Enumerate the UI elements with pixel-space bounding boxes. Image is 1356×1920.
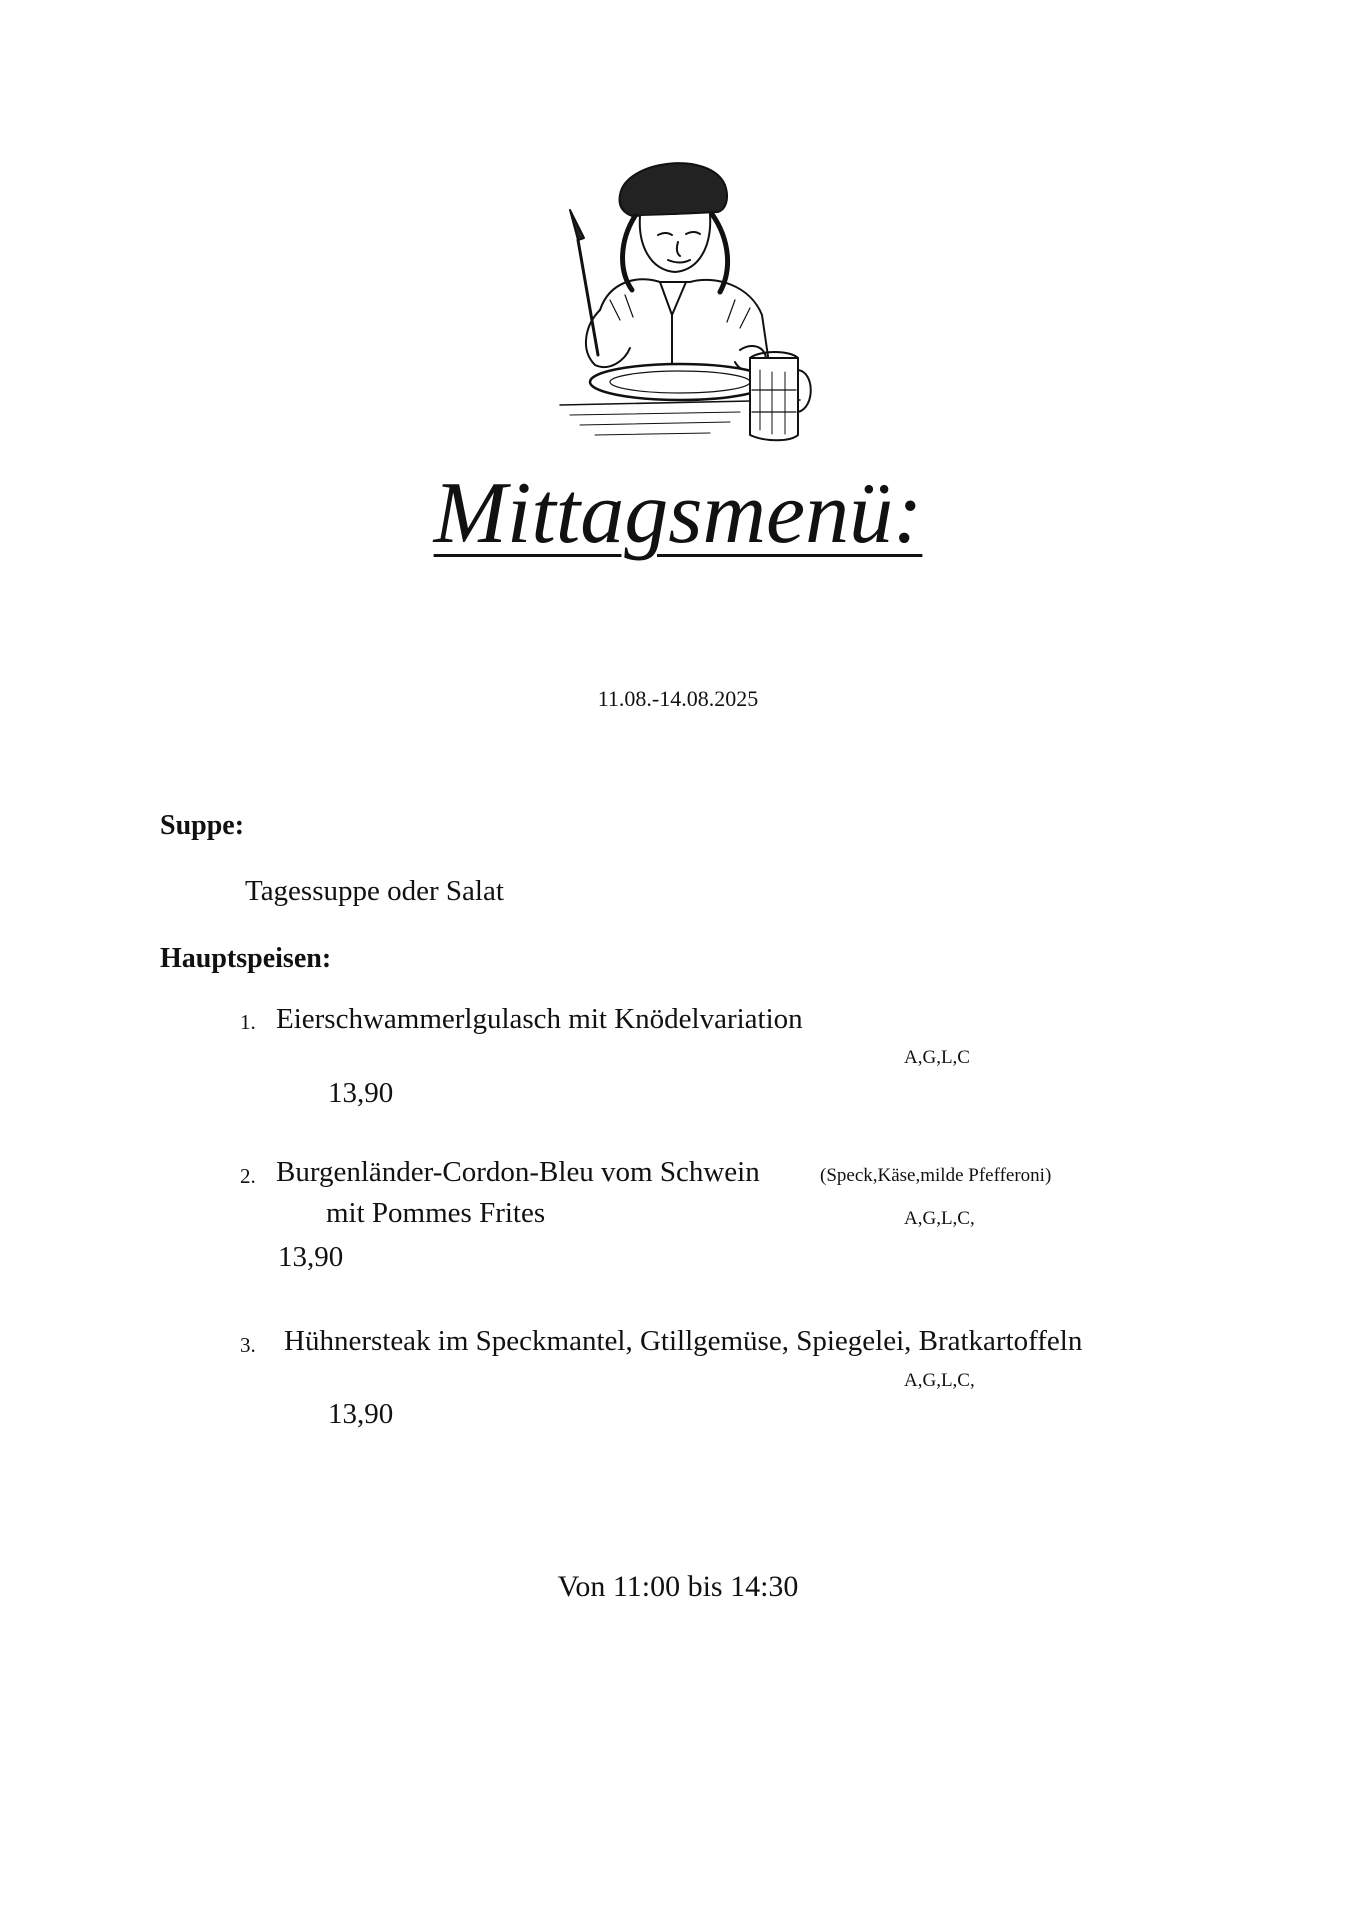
dish-2-allergens: A,G,L,C,: [904, 1208, 975, 1229]
soup-text: Tagessuppe oder Salat: [245, 875, 504, 907]
dish-1-number: 1.: [240, 1010, 256, 1034]
diner-illustration: [540, 150, 820, 450]
dish-2-note: (Speck,Käse,milde Pfefferoni): [820, 1165, 1052, 1186]
dish-2-price: 13,90: [278, 1241, 344, 1273]
mains-heading: Hauptspeisen:: [160, 943, 332, 974]
dish-1-allergens: A,G,L,C: [904, 1047, 970, 1068]
dish-3-allergens: A,G,L,C,: [904, 1370, 975, 1391]
dish-2-name: Burgenländer-Cordon-Bleu vom Schwein: [276, 1156, 760, 1188]
dish-3-price: 13,90: [328, 1398, 394, 1430]
opening-hours: Von 11:00 bis 14:30: [557, 1570, 799, 1603]
date-range: 11.08.-14.08.2025: [597, 686, 759, 711]
dish-2-side: mit Pommes Frites: [326, 1197, 546, 1229]
dish-2-number: 2.: [240, 1164, 256, 1188]
dish-1-price: 13,90: [328, 1077, 394, 1109]
menu-title: Mittagsmenü:: [433, 465, 923, 562]
dish-3-number: 3.: [240, 1333, 256, 1357]
soup-heading: Suppe:: [160, 810, 245, 841]
dish-1-name: Eierschwammerlgulasch mit Knödelvariation: [276, 1003, 803, 1035]
dish-3-name: Hühnersteak im Speckmantel, Gtillgemüse, Spiegelei, Bratkartoffeln: [284, 1325, 1083, 1357]
